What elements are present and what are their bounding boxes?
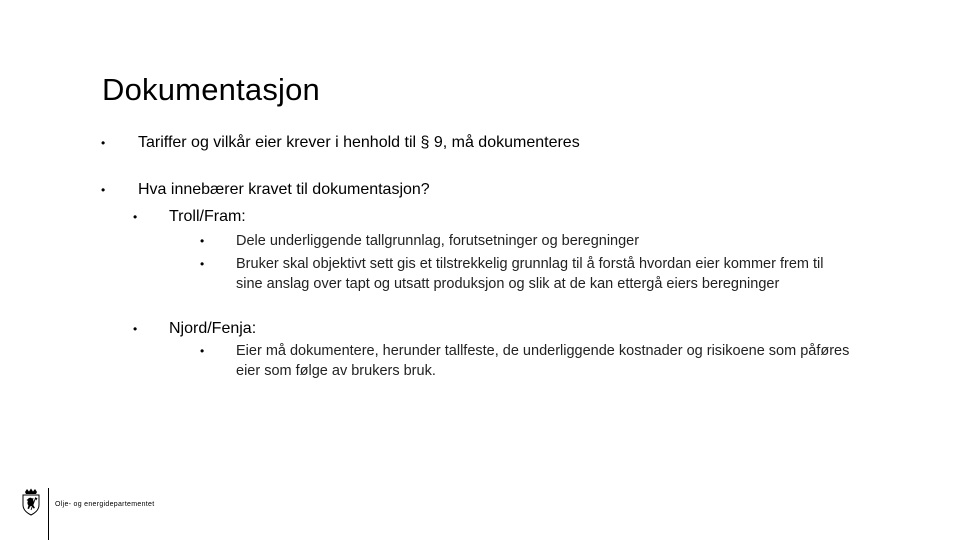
norwegian-lion-coat-of-arms-icon xyxy=(20,488,42,516)
sub-sub-bullet-item: Eier må dokumentere, herunder tallfeste, de underliggende kostnader og risikoene som påføres eier som følge av brukers bruk. xyxy=(236,343,850,379)
sub-sub-bullet-item: Bruker skal objektivt sett gis et tilstrekkelig grunnlag til å forstå hvordan eier kommer frem til sine anslag over tapt og utsatt produksjon og slik at de kan ettergå eiers beregninger xyxy=(236,256,824,292)
sub-sub-bullet-item: Dele underliggende tallgrunnlag, forutsetninger og beregninger xyxy=(236,233,640,249)
sub-sub-bullet-marker: • xyxy=(200,257,205,271)
sub-bullet-item: Njord/Fenja: xyxy=(169,320,257,337)
sub-sub-bullet-marker: • xyxy=(200,344,205,358)
sub-sub-bullet-marker: • xyxy=(200,234,205,248)
bullet-item: Hva innebærer kravet til dokumentasjon? xyxy=(138,181,430,198)
bullet-marker: • xyxy=(101,136,106,150)
sub-bullet-item: Troll/Fram: xyxy=(169,208,246,225)
sub-bullet-marker: • xyxy=(133,210,138,224)
bullet-item: Tariffer og vilkår eier krever i henhold til § 9, må dokumenteres xyxy=(138,134,580,151)
sub-bullet-marker: • xyxy=(133,322,138,336)
footer-divider xyxy=(48,488,49,540)
slide-title: Dokumentasjon xyxy=(102,72,320,107)
bullet-marker: • xyxy=(101,183,106,197)
ministry-name: Olje- og energidepartementet xyxy=(55,501,155,508)
